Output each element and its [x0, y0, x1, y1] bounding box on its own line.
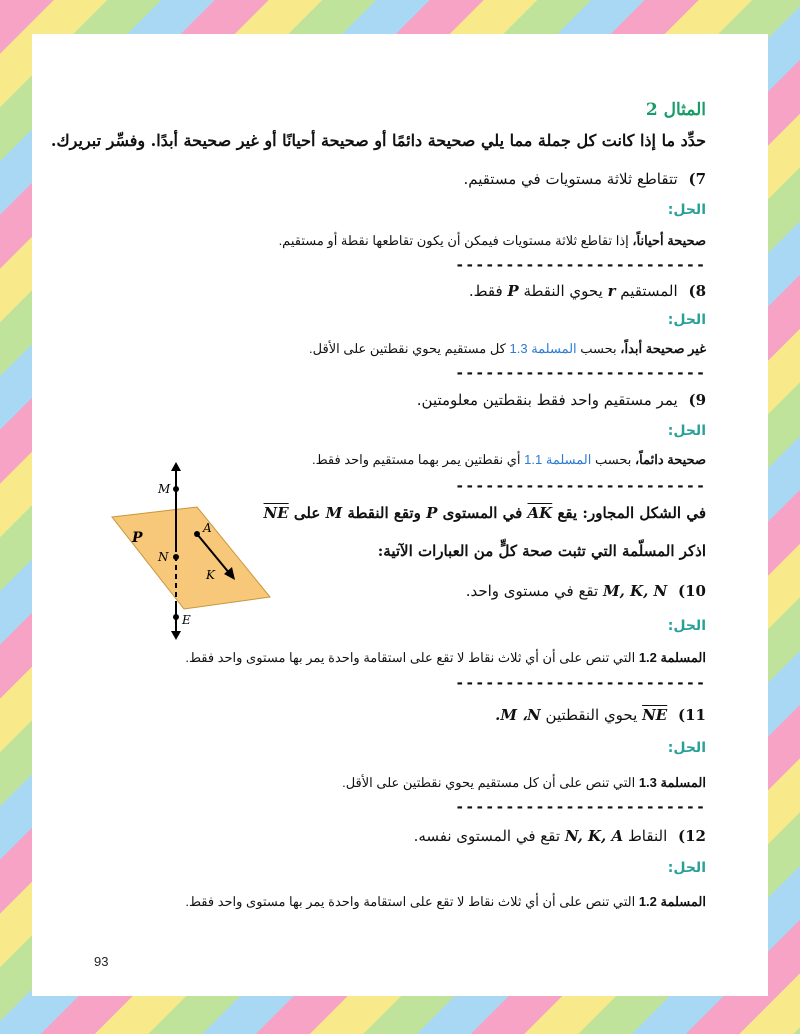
figure-context [264, 504, 706, 522]
question-text: يحوي النقطة [523, 282, 603, 300]
separator: ------------------------- [455, 674, 706, 692]
answer-text: التي تنص على أن أي ثلاث نقاط لا تقع على استقامة واحدة يمر بها مستوى واحد فقط. [185, 650, 636, 665]
postulate-name: المسلمة 1.2 [638, 894, 706, 909]
question-number: 10) [678, 582, 706, 600]
question-text: تتقاطع ثلاثة مستويات في مستقيم. [463, 170, 678, 188]
arrow-down-icon [171, 631, 181, 640]
question-8 [469, 282, 706, 300]
solution-label: الحل: [667, 423, 706, 439]
answer-verdict: غير صحيحة أبداً، [620, 341, 706, 356]
variable-p: P [507, 282, 519, 300]
label-plane: P [132, 530, 143, 546]
answer-verdict: صحيحة أحياناً، [632, 233, 706, 248]
answer-text: التي تنص على أن أي ثلاث نقاط لا تقع على استقامة واحدة يمر بها مستوى واحد فقط. [185, 894, 636, 909]
question-12 [414, 827, 706, 845]
label-e: E [182, 613, 191, 627]
question-text: تقع في المستوى نفسه. [413, 827, 561, 845]
variable-r: r [607, 282, 616, 300]
line-ne: NE [642, 706, 668, 724]
page-number: 93 [94, 954, 109, 969]
answer-text: كل مستقيم يحوي نقطتين على الأقل. [309, 341, 506, 356]
solution-label: الحل: [667, 860, 706, 876]
context-instruction: اذكر المسلّمة التي تثبت صحة كلٍّ من العبارات الآتية: [377, 542, 706, 560]
postulate-name: المسلمة 1.3 [638, 775, 706, 790]
question-number: 12) [678, 827, 706, 845]
answer-11 [342, 775, 706, 791]
context-text: وتقع النقطة [347, 504, 421, 522]
answer-text: التي تنص على أن كل مستقيم يحوي نقطتين على الأقل. [342, 775, 636, 790]
postulate-name: المسلمة 1.2 [638, 650, 706, 665]
question-10 [466, 582, 706, 600]
question-text: فقط. [468, 282, 503, 300]
answer-9 [312, 452, 706, 468]
solution-label: الحل: [667, 740, 706, 756]
arrow-up-icon [171, 462, 181, 471]
answer-text: بحسب [580, 341, 617, 356]
example-title: المثال 2 [645, 100, 706, 120]
question-11 [495, 706, 706, 724]
separator: ------------------------- [455, 364, 706, 382]
question-text: المستقيم [620, 282, 678, 300]
plane-name: P [426, 504, 438, 522]
answer-10 [185, 650, 706, 666]
plane-shape [112, 507, 270, 609]
answer-12 [185, 894, 706, 910]
label-k: K [206, 568, 215, 582]
answer-text: أي نقطتين يمر بهما مستقيم واحد فقط. [311, 452, 521, 467]
label-n: N [158, 550, 169, 564]
point-n [173, 554, 179, 560]
answer-7 [279, 233, 706, 249]
instruction: حدِّد ما إذا كانت كل جملة مما يلي صحيحة دائمًا أو صحيحة أحيانًا أو غير صحيحة أبدًا. وفسِّر تبريرك. [50, 131, 706, 150]
question-text: تقع في مستوى واحد. [465, 582, 599, 600]
line-ne: NE [263, 504, 289, 522]
question-text: يمر مستقيم واحد فقط بنقطتين معلومتين. [416, 391, 678, 409]
points: M, K, N [602, 582, 668, 600]
question-number: 11) [678, 706, 706, 724]
vector-ak: AK [527, 504, 553, 522]
postulate-link[interactable]: المسلمة 1.3 [509, 341, 577, 356]
question-number: 8) [688, 282, 706, 300]
question-number: 9) [688, 391, 706, 409]
question-text: يحوي النقطتين [545, 706, 638, 724]
answer-text: بحسب [594, 452, 632, 467]
point-m: M [325, 504, 343, 522]
answer-text: إذا تقاطع ثلاثة مستويات فيمكن أن يكون تقاطعها نقطة أو مستقيم. [278, 233, 629, 248]
label-a: A [203, 521, 212, 535]
point-m [173, 486, 179, 492]
solution-label: الحل: [667, 618, 706, 634]
postulate-link[interactable]: المسلمة 1.1 [524, 452, 592, 467]
question-text: النقاط [627, 827, 668, 845]
question-number: 7) [688, 170, 706, 188]
point-e [173, 614, 179, 620]
solution-label: الحل: [667, 312, 706, 328]
context-text: في المستوى [442, 504, 523, 522]
question-9 [417, 391, 706, 409]
separator: ------------------------- [455, 477, 706, 495]
context-text: في الشكل المجاور: يقع [557, 504, 706, 522]
answer-verdict: صحيحة دائماً، [634, 452, 706, 467]
label-m: M [158, 482, 171, 496]
separator: ------------------------- [455, 798, 706, 816]
solution-label: الحل: [667, 202, 706, 218]
answer-8 [309, 341, 706, 357]
page [32, 34, 768, 996]
points: M ،N. [495, 706, 541, 724]
question-7 [463, 170, 706, 188]
context-text: على [293, 504, 321, 522]
separator: ------------------------- [455, 256, 706, 274]
geometry-figure [102, 462, 282, 642]
points: N, K, A [564, 827, 624, 845]
